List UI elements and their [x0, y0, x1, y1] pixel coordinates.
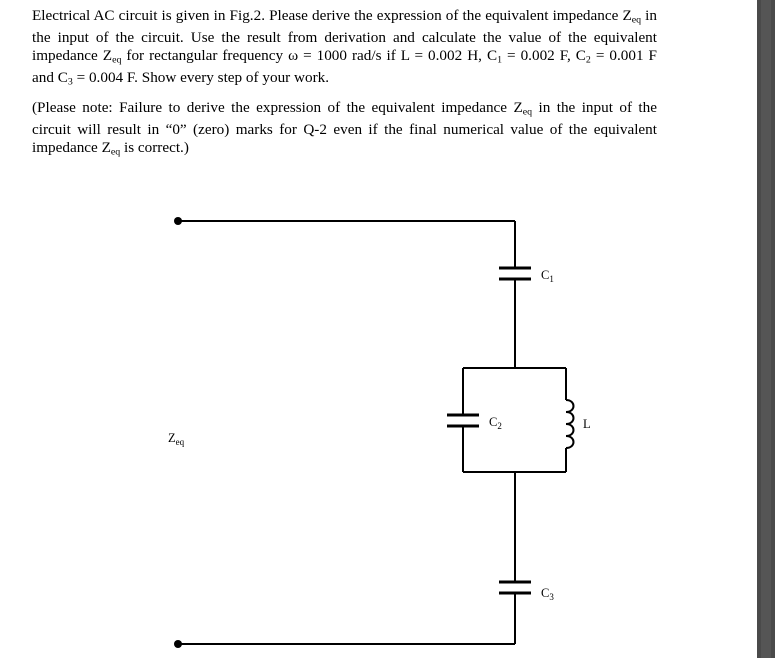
text-run: in the input of the circuit will result in “0” (zero) marks for Q-2 even if the final numerical value of the equivalent impedance — [32, 99, 657, 156]
text-run: = 0.002 F, C — [502, 46, 586, 64]
subscript-text: eq — [112, 54, 122, 66]
text-run: for rectangular frequency ω = 1000 rad/s if L = 0.002 H, C — [121, 46, 498, 64]
text-run: = 0.004 F. Show every step of your work. — [72, 68, 330, 86]
scrollbar-thumb[interactable] — [761, 0, 771, 658]
vertical-scrollbar[interactable] — [757, 0, 775, 658]
text-run: in the input of the circuit. Use the result from derivation and calculate the value of the equivalent impedance — [32, 7, 657, 64]
text-run: Z — [513, 99, 523, 116]
inductor-coil — [566, 400, 574, 448]
text-run: is correct.) — [120, 138, 189, 156]
text-run: = 0.001 F and C — [32, 46, 658, 86]
text-run: Z — [102, 46, 113, 64]
subscript-text: eq — [522, 106, 533, 118]
text-run: Z — [622, 7, 632, 24]
input-terminal-top — [174, 217, 182, 225]
c2-label: $C_2$ — [489, 415, 502, 431]
subscript-text: eq — [631, 14, 642, 26]
zeq-label: $Z_{eq}$ — [168, 431, 185, 447]
c3-label: $C_3$ — [541, 586, 554, 602]
text-run: (Please note: Failure to derive the expression of the equivalent impedance — [32, 99, 514, 116]
subscript-text: 3 — [67, 76, 73, 88]
subscript-text: 1 — [497, 54, 503, 66]
text-run: Z — [101, 138, 111, 156]
c1-label: $C_1$ — [541, 268, 554, 284]
subscript-text: 2 — [585, 54, 591, 66]
l-label: L — [583, 417, 591, 431]
input-terminal-bottom — [174, 640, 182, 648]
subscript-text: eq — [110, 146, 121, 158]
text-run: Electrical AC circuit is given in Fig.2. Please derive the expression of the equivalent impedance — [32, 7, 623, 24]
